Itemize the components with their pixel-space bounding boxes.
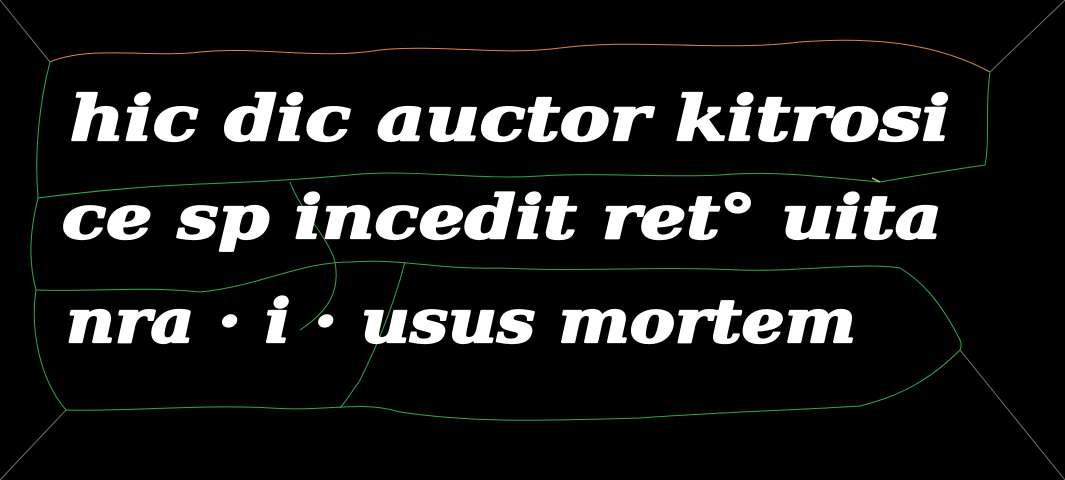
corner-line-top-left xyxy=(0,0,50,62)
manuscript-line-1 xyxy=(0,78,1065,168)
manuscript-line-2 xyxy=(0,172,1065,262)
manuscript-line-1-text: hic dic auctor kitrosi xyxy=(70,82,950,155)
corner-line-bottom-left xyxy=(0,410,66,480)
corner-line-bottom-right xyxy=(960,350,1065,480)
text-line-region-1 xyxy=(50,40,990,72)
manuscript-line-2-text: ce sp incedit ret° uita xyxy=(62,183,942,253)
manuscript-line-3 xyxy=(0,276,1065,366)
corner-line-top-right xyxy=(990,0,1065,72)
manuscript-line-3-text: nra · i · usus mortem xyxy=(66,287,857,357)
